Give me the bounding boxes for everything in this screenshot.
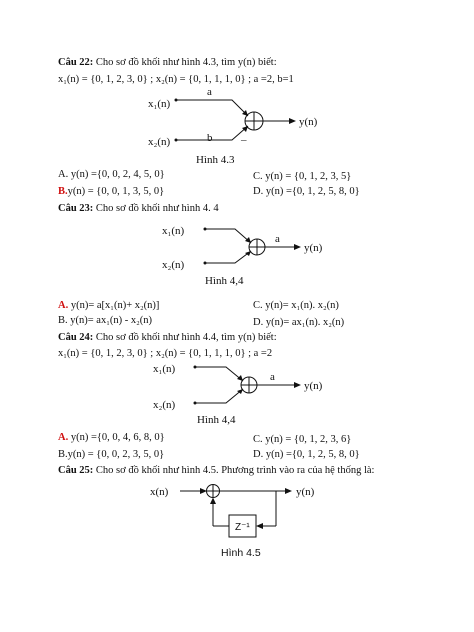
- q22-fig-b: b: [207, 132, 213, 144]
- q22-label: Câu 22:: [58, 57, 94, 68]
- q24-option-d[interactable]: D. y(n) ={0, 1, 2, 5, 8, 0}: [253, 449, 360, 460]
- q24-given: x₁(n) = {0, 1, 2, 3, 0} ; x₂(n) = {0, 1, 1, 1, 0} ; a =2: [58, 348, 273, 359]
- q22-option-c[interactable]: C. y(n) = {0, 1, 2, 3, 5}: [253, 171, 352, 182]
- svg-text:x₁(n): x₁(n): [162, 225, 185, 237]
- svg-text:a: a: [275, 233, 280, 245]
- svg-text:Hình 4.5: Hình 4.5: [221, 547, 261, 559]
- q24-option-c[interactable]: C. y(n) = {0, 1, 2, 3, 6}: [253, 434, 352, 445]
- svg-text:x₂(n): x₂(n): [162, 259, 185, 271]
- svg-text:a: a: [270, 371, 275, 383]
- q24-text: Cho sơ đồ khối như hình 4.4, tìm y(n) biết:: [93, 332, 277, 343]
- q22-option-b[interactable]: B.y(n) = {0, 0, 1, 3, 5, 0}: [58, 186, 165, 197]
- q22-fig-x1: x₁(n): [148, 98, 171, 110]
- svg-text:x(n): x(n): [150, 486, 169, 498]
- q24-label: Câu 24:: [58, 332, 94, 343]
- svg-text:y(n): y(n): [304, 242, 323, 254]
- q24-option-a[interactable]: A. y(n) ={0, 0, 4, 6, 8, 0}: [58, 432, 165, 443]
- q22-option-d[interactable]: D. y(n) ={0, 1, 2, 5, 8, 0}: [253, 186, 360, 197]
- q22-fig-x2: x₂(n): [148, 136, 171, 148]
- q24-option-b[interactable]: B.y(n) = {0, 0, 2, 3, 5, 0}: [58, 449, 165, 460]
- svg-text:y(n): y(n): [304, 380, 323, 392]
- q22-fig-y: y(n): [299, 116, 318, 128]
- q25-label: Câu 25:: [58, 465, 94, 476]
- q23-option-b[interactable]: B. y(n)= ax₁(n) - x₂(n): [58, 315, 153, 326]
- svg-text:x₂(n): x₂(n): [153, 399, 176, 411]
- q22-fig-a: a: [207, 86, 212, 98]
- q23-option-a[interactable]: A. y(n)= a[x₁(n)+ x₂(n)]: [58, 300, 160, 311]
- q23-text: Cho sơ đồ khối như hình 4. 4: [93, 203, 219, 214]
- q22-fig-caption: Hình 4.3: [196, 154, 235, 166]
- svg-text:x₁(n): x₁(n): [153, 363, 176, 375]
- q25-delay-label: Z⁻¹: [235, 522, 250, 533]
- q25-text: Cho sơ đồ khối như hình 4.5. Phương trình vào ra của hệ thống là:: [93, 465, 375, 476]
- q22-fig-minus: –: [241, 134, 247, 146]
- q23-option-d[interactable]: D. y(n)= ax₁(n). x₂(n): [253, 317, 345, 328]
- q22-option-a[interactable]: A. y(n) ={0, 0, 2, 4, 5, 0}: [58, 169, 165, 180]
- svg-text:Hình 4,4: Hình 4,4: [197, 414, 236, 426]
- q23-option-c[interactable]: C. y(n)= x₁(n). x₂(n): [253, 300, 339, 311]
- svg-text:Hình 4,4: Hình 4,4: [205, 275, 244, 287]
- q23-label: Câu 23:: [58, 203, 94, 214]
- q22-given: x₁(n) = {0, 1, 2, 3, 0} ; x₂(n) = {0, 1, 1, 1, 0} ; a =2, b=1: [58, 74, 294, 85]
- svg-text:y(n): y(n): [296, 486, 315, 498]
- q22-text: Cho sơ đồ khối như hình 4.3, tìm y(n) biết:: [93, 57, 277, 68]
